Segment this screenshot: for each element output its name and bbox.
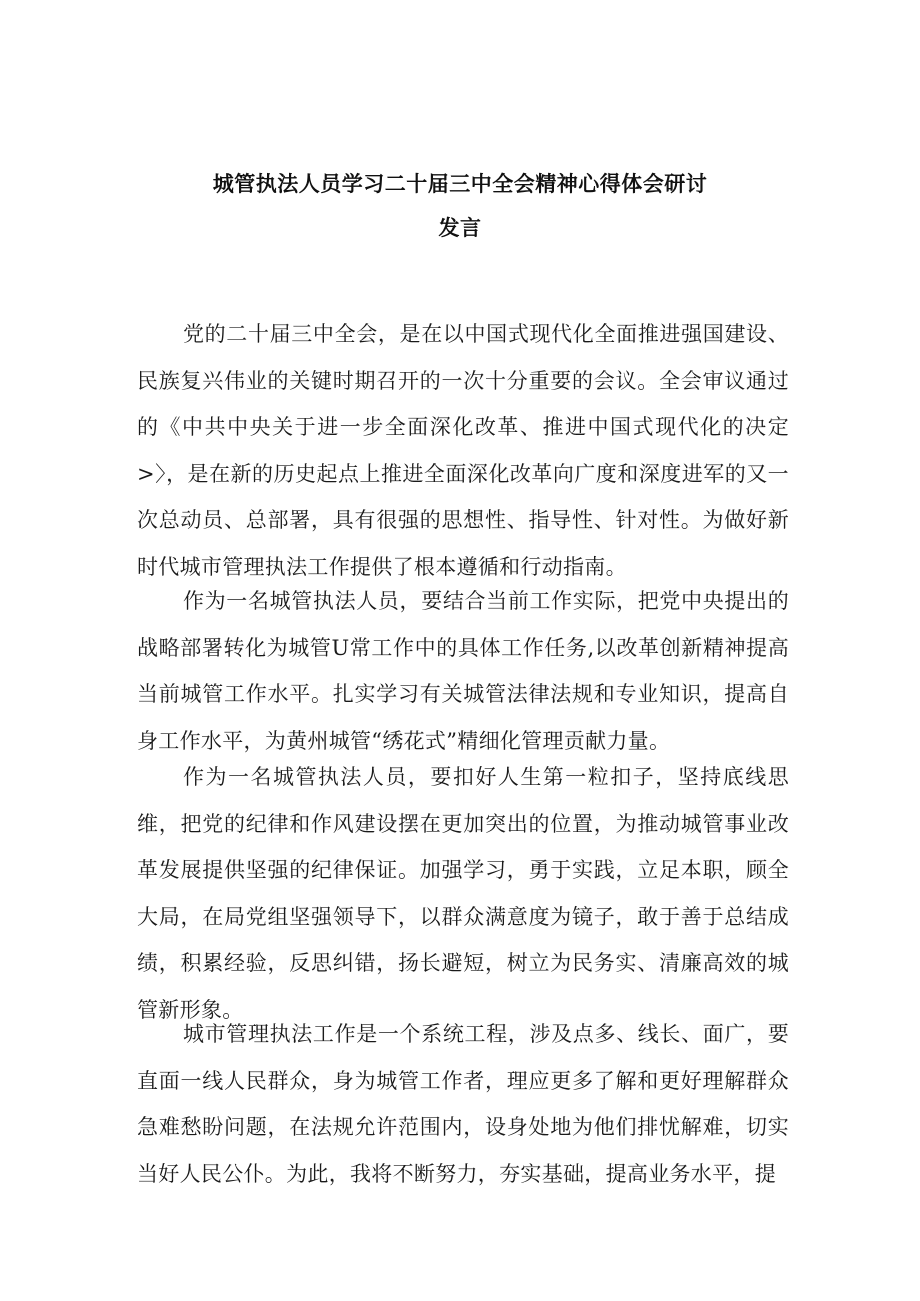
document-title-line-2: 发言 [438,216,482,240]
document-title-line-1: 城管执法人员学习二十届三中全会精神心得体会研讨 [212,172,708,196]
paragraph-1: 党的二十届三中全会，是在以中国式现代化全面推进强国建设、民族复兴伟业的关键时期召开的一次十分重要的会议。全会审议通过的《中共中央关于进一步全面深化改革、推进中国式现代化的决定>〉，是在新的历史起点上推进全面深化改革向广度和深度进军的又一次总动员、总部署，具有很强的思想性、指导性、针对性。为做好新时代城市管理执法工作提供了根本遵循和行动指南。 [137,322,789,579]
paragraph-3: 作为一名城管执法人员，要扣好人生第一粒扣子，坚持底线思维，把党的纪律和作风建设摆在更加突出的位置，为推动城管事业改革发展提供坚强的纪律保证。加强学习，勇于实践，立足本职，顾全大局，在局党组坚强领导下，以群众满意度为镜子，敢于善于总结成绩，积累经验，反思纠错，扬长避短，树立为民务实、清廉高效的城管新形象。 [137,765,789,1022]
paragraph-2: 作为一名城管执法人员，要结合当前工作实际，把党中央提出的战略部署转化为城管U常工作中的具体工作任务,以改革创新精神提高当前城管工作水平。扎实学习有关城管法律法规和专业知识，提高自身工作水平，为黄州城管“绣花式”精细化管理贡献力量。 [137,589,789,753]
paragraph-4: 城市管理执法工作是一个系统工程，涉及点多、线长、面广，要直面一线人民群众，身为城管工作者，理应更多了解和更好理解群众急难愁盼问题，在法规允许范围内，设身处地为他们排忧解难，切实当好人民公仆。为此，我将不断努力，夯实基础，提高业务水平，提 [137,1022,789,1186]
